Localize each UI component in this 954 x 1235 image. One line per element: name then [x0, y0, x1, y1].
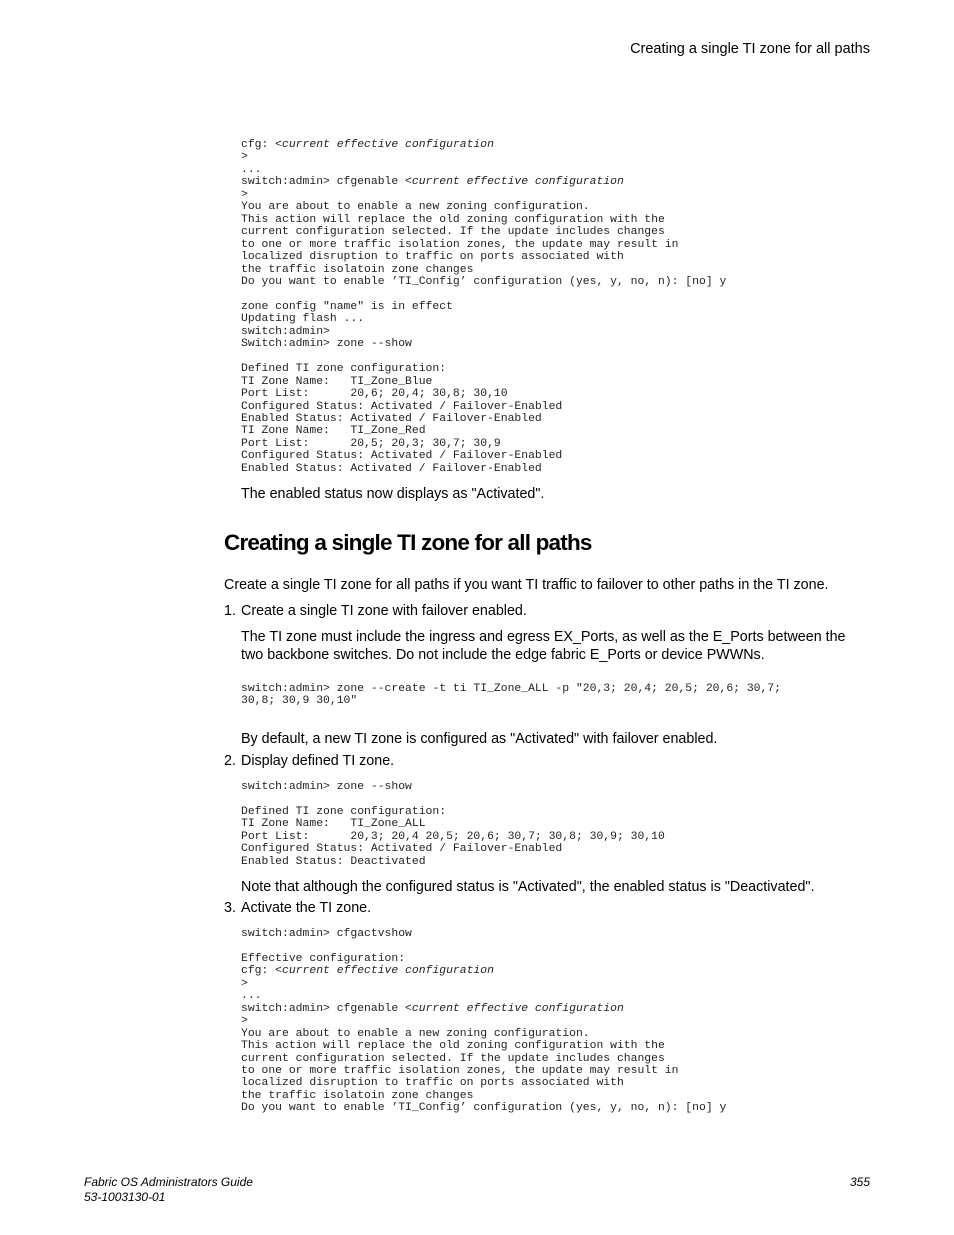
code-line: switch:admin> cfgenable <current effective configuration: [241, 176, 624, 189]
footer-doc-number: 53-1003130-01: [84, 1190, 166, 1204]
step-text: Display defined TI zone.: [241, 753, 395, 769]
code-block-cfgactvshow: [241, 928, 726, 1115]
footer-doc-info: [84, 1175, 253, 1205]
code-line: >: [241, 977, 248, 990]
enabled-status-note: The enabled status now displays as "Activated".: [241, 486, 545, 502]
running-header: Creating a single TI zone for all paths: [630, 41, 870, 57]
code-line: 30,8; 30,9 30,10": [241, 695, 358, 708]
section-heading: Creating a single TI zone for all paths: [224, 530, 592, 555]
step-2-note: Note that although the configured status is "Activated", the enabled status is "Deactivated".: [241, 879, 815, 895]
code-line: cfg: <current effective configuration: [241, 965, 494, 978]
step-1-detail: The TI zone must include the ingress and egress EX_Ports, as well as the E_Ports between the two backbone switches. Do not include the edge fabric E_Ports or device PWWNs.: [241, 629, 846, 663]
code-line: Effective configuration:: [241, 952, 406, 965]
code-line: Defined TI zone configuration:: [241, 363, 447, 376]
code-line: Port List: 20,6; 20,4; 30,8; 30,10: [241, 388, 508, 401]
code-line: ...: [241, 163, 262, 176]
code-line: TI Zone Name: TI_Zone_Red: [241, 425, 426, 438]
code-line: Updating flash ...: [241, 313, 365, 326]
code-line: localized disruption to traffic on ports associated with: [241, 251, 624, 264]
code-line: TI Zone Name: TI_Zone_ALL: [241, 818, 426, 831]
footer-doc-title: Fabric OS Administrators Guide: [84, 1175, 253, 1189]
code-line: switch:admin>: [241, 325, 330, 338]
code-line: You are about to enable a new zoning configuration.: [241, 1027, 590, 1040]
code-line: Configured Status: Activated / Failover-Enabled: [241, 450, 563, 463]
step-1-result: By default, a new TI zone is configured as "Activated" with failover enabled.: [241, 731, 718, 747]
code-line: Do you want to enable ’TI_Config’ configuration (yes, y, no, n): [no] y: [241, 1102, 727, 1115]
code-line: zone config "name" is in effect: [241, 300, 453, 313]
code-line: Defined TI zone configuration:: [241, 805, 447, 818]
code-line: >: [241, 1015, 248, 1028]
code-line: current configuration selected. If the update includes changes: [241, 1052, 665, 1065]
code-line: cfg: <current effective configuration: [241, 139, 494, 151]
code-line: switch:admin> zone --show: [241, 781, 412, 793]
step-number: 1.: [224, 603, 236, 619]
code-block-cfgenable: [241, 139, 726, 475]
code-line: Configured Status: Activated / Failover-Enabled: [241, 843, 563, 856]
code-line: This action will replace the old zoning configuration with the: [241, 213, 665, 226]
code-line: ...: [241, 990, 262, 1003]
code-line: the traffic isolatoin zone changes: [241, 263, 474, 276]
code-line: Enabled Status: Activated / Failover-Enabled: [241, 412, 542, 425]
footer-page-number: 355: [849, 1175, 870, 1189]
code-line: switch:admin> cfgactvshow: [241, 928, 412, 940]
code-line: Switch:admin> zone --show: [241, 338, 412, 351]
step-3: [224, 899, 371, 917]
intro-paragraph: Create a single TI zone for all paths if you want TI traffic to failover to other paths in the TI zone.: [224, 577, 829, 593]
code-line: switch:admin> cfgenable <current effective configuration: [241, 1002, 624, 1015]
step-text: Activate the TI zone.: [241, 900, 372, 916]
code-line: to one or more traffic isolation zones, the update may result in: [241, 238, 679, 251]
code-line: >: [241, 151, 248, 164]
code-line: Enabled Status: Deactivated: [241, 855, 426, 868]
code-line: to one or more traffic isolation zones, the update may result in: [241, 1064, 679, 1077]
code-line: Port List: 20,3; 20,4 20,5; 20,6; 30,7; 30,8; 30,9; 30,10: [241, 830, 665, 843]
step-text: Create a single TI zone with failover enabled.: [241, 603, 527, 619]
code-block-zone-show: [241, 781, 665, 868]
code-line: current configuration selected. If the update includes changes: [241, 226, 665, 239]
code-line: This action will replace the old zoning configuration with the: [241, 1040, 665, 1053]
code-block-zone-create: [241, 683, 781, 708]
step-1: [224, 602, 527, 620]
code-line: TI Zone Name: TI_Zone_Blue: [241, 375, 433, 388]
code-line: >: [241, 188, 248, 201]
code-line: localized disruption to traffic on ports associated with: [241, 1077, 624, 1090]
code-line: Enabled Status: Activated / Failover-Enabled: [241, 462, 542, 475]
code-line: You are about to enable a new zoning configuration.: [241, 201, 590, 214]
step-2: [224, 752, 394, 770]
code-line: Port List: 20,5; 20,3; 30,7; 30,9: [241, 437, 501, 450]
code-line: the traffic isolatoin zone changes: [241, 1089, 474, 1102]
code-line: Do you want to enable ’TI_Config’ configuration (yes, y, no, n): [no] y: [241, 275, 727, 288]
code-line: Configured Status: Activated / Failover-Enabled: [241, 400, 563, 413]
code-line: switch:admin> zone --create -t ti TI_Zone_ALL -p "20,3; 20,4; 20,5; 20,6; 30,7;: [241, 683, 782, 695]
step-number: 3.: [224, 900, 236, 916]
step-number: 2.: [224, 753, 236, 769]
